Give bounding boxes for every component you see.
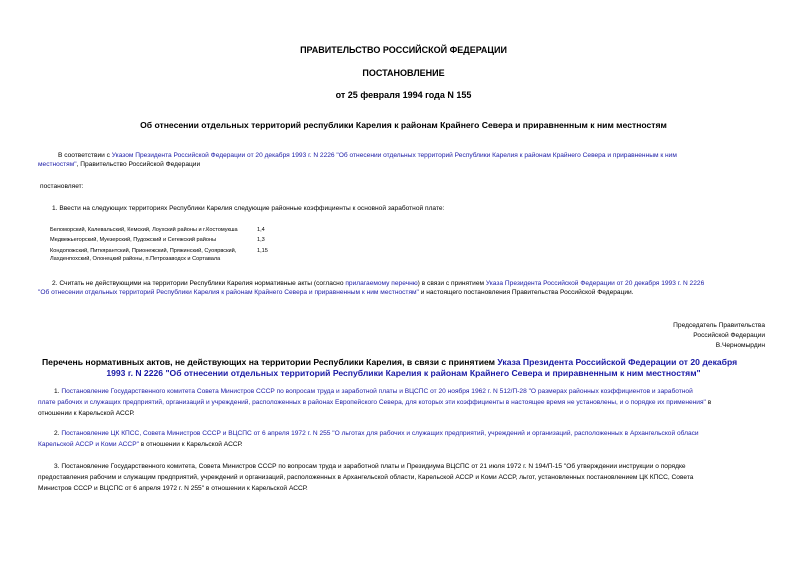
act-1-line-3: отношении к Карельской АССР. — [38, 410, 135, 417]
act-2-link-cont[interactable]: Карельской АССР и Коми АССР" — [38, 441, 139, 448]
date-number-heading: от 25 февраля 1994 года N 155 — [335, 90, 472, 100]
intro-suffix: , Правительство Российской Федерации — [76, 161, 201, 168]
document-type-heading: ПОСТАНОВЛЕНИЕ — [362, 68, 445, 78]
act-3-line-3: Министров СССР и ВЦСПС от 6 апреля 1972 г. N 255" в отношении к Карельской АССР. — [38, 485, 308, 492]
act-1-line-1 — [54, 387, 693, 396]
act-2-line-2 — [38, 440, 243, 449]
intro-line-2 — [38, 160, 200, 169]
decree-link-2[interactable]: Указа Президента Российской Федерации от 20 декабря 1993 г. N 2226 — [485, 280, 705, 287]
coef-row-3-areas: Кондопожский, Питкярантский, Прионежский, Пряжинский, Суоярвский, — [50, 248, 237, 254]
intro-line-1 — [58, 151, 677, 160]
list-title-line-2 — [0, 368, 807, 378]
list-title-line-1 — [42, 357, 737, 367]
list-title-link[interactable]: Указа Президента Российской Федерации от 20 декабря — [497, 357, 738, 367]
act-3-line-1: 3. Постановление Государственного комитета, Совета Министров СССР по вопросам труда и заработной платы и Президиума ВЦСПС от 21 июля 1972 г. N 194/П-15 "Об утверждении инструкции о порядке — [54, 463, 686, 470]
decree-link-cont[interactable]: местностям" — [38, 161, 77, 168]
act-1-link-cont[interactable]: плате рабочих и служащих предприятий, организаций и учреждений, расположенных в районах Европейского Севера, для которых эти коэффициенты в настоящее время не установлены, и о порядке их применения" — [38, 399, 706, 406]
item-2-line-2 — [38, 288, 634, 297]
item-2-mid: ) в связи с принятием — [417, 280, 486, 287]
signature-title: Председатель Правительства — [673, 322, 765, 329]
list-title-plain: Перечень нормативных актов, не действующих на территории Республики Карелия, в связи с принятием — [42, 357, 498, 367]
signature-name: В.Черномырдин — [715, 342, 765, 349]
item-2-suffix: и настоящего постановления Правительства Российской Федерации. — [418, 289, 634, 296]
coef-row-3-value: 1,15 — [257, 248, 268, 254]
coef-row-1-areas: Беломорский, Калевальский, Кемский, Лоухский районы и г.Костомукша — [50, 227, 238, 233]
act-3-line-2: предоставления рабочим и служащим предприятий, учреждений и организаций, расположенных в Архангельской области, Карельской АССР и Коми АССР, льгот, установленных постановлением ЦК КПСС, Совета — [38, 474, 694, 481]
decides-text: постановляет: — [40, 183, 84, 190]
act-1-number: 1. — [54, 388, 62, 395]
decree-link-2-cont[interactable]: "Об отнесении отдельных территорий Республики Карелия к районам Крайнего Севера и приравненным к ним местностям" — [38, 289, 419, 296]
item-2-prefix: 2. Считать не действующими на территории Республики Карелия нормативные акты (согласно — [52, 280, 346, 287]
act-1-suffix: в — [705, 399, 712, 406]
intro-prefix: В соответствии с — [58, 152, 112, 159]
act-2-suffix: в отношении к Карельской АССР. — [138, 441, 243, 448]
coef-row-3-areas-cont: Лахденпохский, Олонецкий районы, п.Петрозаводск и Сортавала — [50, 256, 221, 262]
item-1-text: 1. Ввести на следующих территориях Республики Карелия следующие районные коэффициенты к основной заработной плате: — [52, 205, 445, 212]
list-title-link-cont[interactable]: 1993 г. N 2226 "Об отнесении отдельных территорий Республики Карелия к районам Крайнего Севера и приравненным к ним местностям" — [106, 368, 701, 378]
decree-link[interactable]: Указом Президента Российской Федерации от 20 декабря 1993 г. N 2226 "Об отнесении отдельных территорий Республики Карелия к районам Крайнего Севера и приравненным к ним — [111, 152, 677, 159]
act-2-link[interactable]: Постановление ЦК КПСС, Совета Министров СССР и ВЦСПС от 6 апреля 1972 г. N 255 "О льготах для рабочих и служащих предприятий, учреждений и организаций, расположенных в Архангельской обласи — [61, 430, 699, 437]
act-1-line-2 — [38, 398, 711, 407]
coef-row-1-value: 1,4 — [257, 227, 265, 233]
government-heading: ПРАВИТЕЛЬСТВО РОССИЙСКОЙ ФЕДЕРАЦИИ — [300, 45, 507, 55]
coef-row-2-areas: Медвежьегорский, Муезерский, Пудожский и Сегежский районы — [50, 237, 217, 243]
coef-row-2-value: 1,3 — [257, 237, 265, 243]
act-2-number: 2. — [54, 430, 62, 437]
document-title: Об отнесении отдельных территорий республики Карелия к районам Крайнего Севера и приравненным к ним местностям — [140, 120, 667, 130]
act-2-line-1 — [54, 429, 699, 438]
act-1-link[interactable]: Постановление Государственного комитета Совета Министров СССР по вопросам труда и заработной платы и ВЦСПС от 20 ноября 1962 г. N 512/П-28 "О размерах районных коэффициентов и заработной — [61, 388, 693, 395]
item-2-line-1 — [52, 279, 704, 288]
signature-org: Российской Федерации — [693, 332, 765, 339]
annex-link[interactable]: прилагаемому перечню — [345, 280, 418, 287]
